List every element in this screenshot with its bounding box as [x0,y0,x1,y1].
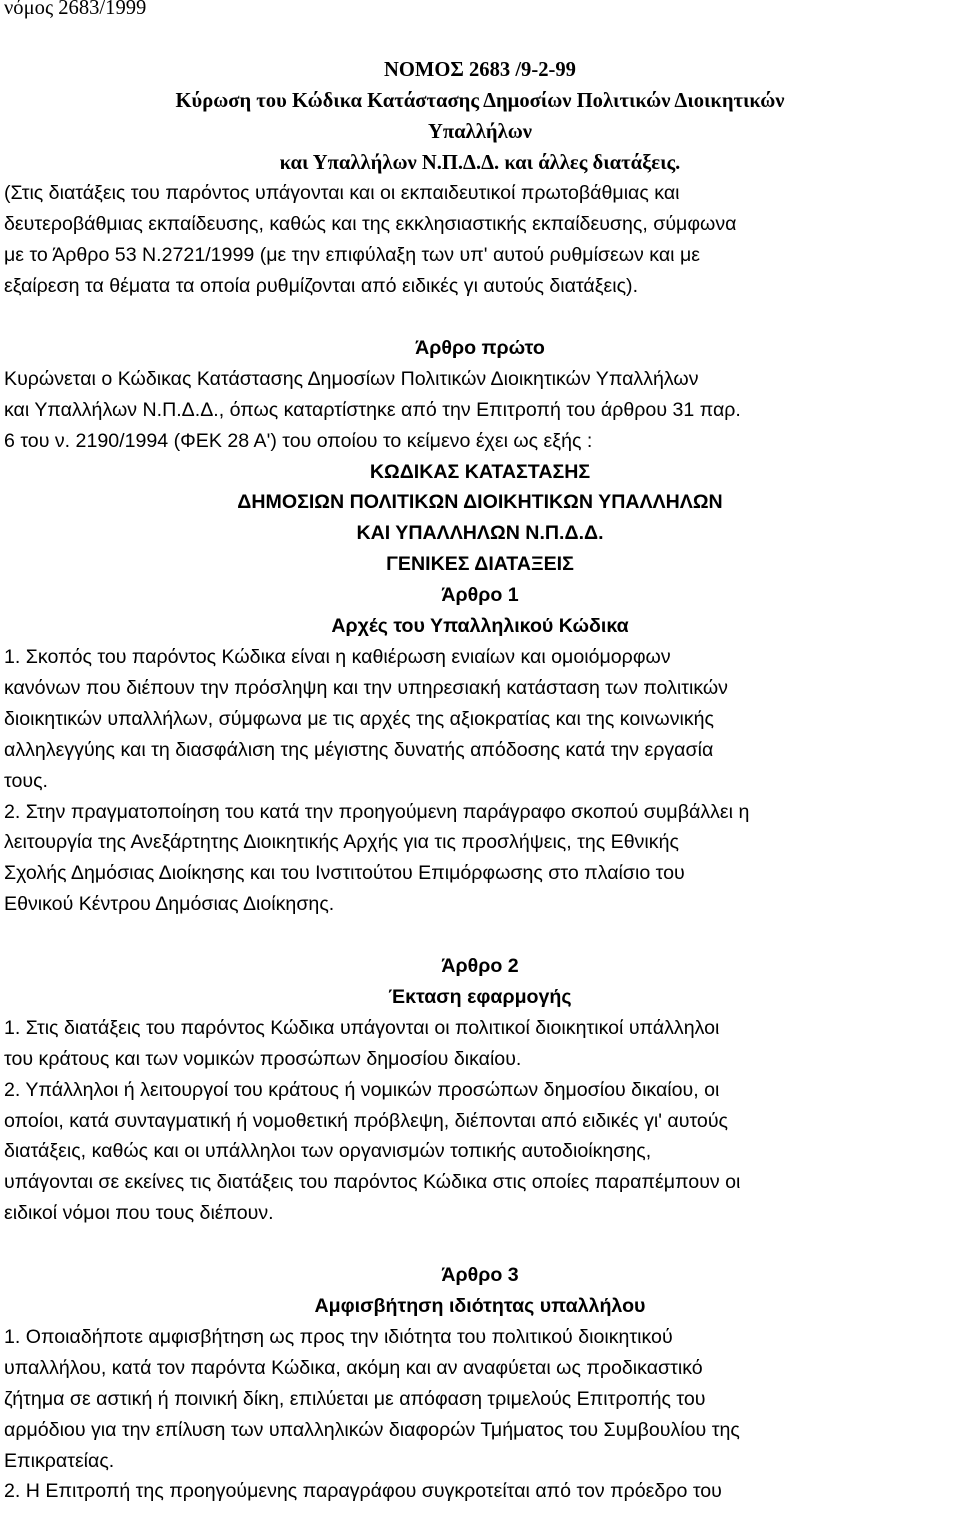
intro-line: με το Άρθρο 53 Ν.2721/1999 (με την επιφύλαξη των υπ' αυτού ρυθμίσεων και με [4,244,700,267]
article-line: ειδικοί νόμοι που τους διέπουν. [4,1202,274,1225]
article-title: Αρχές του Υπαλληλικού Κώδικα [331,615,629,638]
article-line: 1. Στις διατάξεις του παρόντος Κώδικα υπάγονται οι πολιτικοί διοικητικοί υπάλληλοι [4,1016,720,1039]
article-line: διατάξεις, καθώς και οι υπάλληλοι των οργανισμών τοπικής αυτοδιοίκησης, [4,1140,652,1163]
spacer [4,24,956,55]
section-title: ΓΕΝΙΚΕΣ ΔΙΑΤΑΞΕΙΣ [386,553,574,576]
code-title-line: ΚΑΙ ΥΠΑΛΛΗΛΩΝ Ν.Π.Δ.Δ. [356,522,604,545]
article-line: Επικρατείας. [4,1449,115,1472]
code-title-line: ΔΗΜΟΣΙΩΝ ΠΟΛΙΤΙΚΩΝ ΔΙΟΙΚΗΤΙΚΩΝ ΥΠΑΛΛΗΛΩΝ [237,491,723,514]
article-1 [4,580,956,920]
article-first-line: 6 του ν. 2190/1994 (ΦΕΚ 28 Α') του οποίου το κείμενο έχει ως εξής : [4,429,593,452]
intro-line: (Στις διατάξεις του παρόντος υπάγονται και οι εκπαιδευτικοί πρωτοβάθμιας και [4,182,680,205]
article-number: Άρθρο 1 [441,584,519,607]
law-number: ΝΟΜΟΣ 2683 /9-2-99 [384,58,576,81]
article-title: Έκταση εφαρμογής [388,985,572,1008]
article-first-line: και Υπαλλήλων Ν.Π.Δ.Δ., όπως καταρτίστηκε από την Επιτροπή του άρθρου 31 παρ. [4,398,741,421]
spacer [4,1229,956,1260]
article-line: διοικητικών υπαλλήλων, σύμφωνα με τις αρχές της αξιοκρατίας και της κοινωνικής [4,707,714,730]
article-number: Άρθρο 2 [441,955,519,978]
article-title: Αμφισβήτηση ιδιότητας υπαλλήλου [314,1295,646,1317]
article-3 [4,1260,956,1507]
code-title-line: ΚΩΔΙΚΑΣ ΚΑΤΑΣΤΑΣΗΣ [369,460,591,483]
article-line: 1. Οποιαδήποτε αμφισβήτηση ως προς την ιδιότητα του πολιτικού διοικητικού [4,1325,673,1348]
article-line: 2. Υπάλληλοι ή λειτουργοί του κράτους ή νομικών προσώπων δημοσίου δικαίου, οι [4,1078,720,1101]
article-2 [4,951,956,1229]
article-line: 2. Στην πραγματοποίηση του κατά την προηγούμενη παράγραφο σκοπού συμβάλλει η [4,800,750,823]
article-line: 2. Η Επιτροπή της προηγούμενης παραγράφου συγκροτείται από τον πρόεδρο του [4,1480,722,1503]
article-line: υπάγονται σε εκείνες τις διατάξεις του παρόντος Κώδικα στις οποίες παραπέμπουν οι [4,1171,741,1194]
article-line: του κράτους και των νομικών προσώπων δημοσίου δικαίου. [4,1047,522,1070]
article-line: κανόνων που διέπουν την πρόσληψη και την υπηρεσιακή κατάσταση των πολιτικών [4,676,728,699]
article-line: λειτουργία της Ανεξάρτητης Διοικητικής Αρχής για τις προσλήψεις, της Εθνικής [4,831,679,854]
article-line: 1. Σκοπός του παρόντος Κώδικα είναι η καθιέρωση ενιαίων και ομοιόμορφων [4,646,671,668]
law-title-line: Κύρωση του Κώδικα Κατάστασης Δημοσίων Πολιτικών Διοικητικών [175,89,785,112]
article-line: αλληλεγγύης και τη διασφάλιση της μέγιστης δυνατής απόδοσης κατά την εργασία [4,738,714,761]
article-line: αρμόδιου για την επίλυση των υπαλληλικών διαφορών Τμήματος του Συμβουλίου της [4,1418,740,1441]
article-first [4,333,956,457]
article-first-line: Κυρώνεται ο Κώδικας Κατάστασης Δημοσίων Πολιτικών Διοικητικών Υπαλλήλων [4,367,699,390]
spacer [4,920,956,951]
article-line: τους. [4,769,48,792]
article-line: υπαλλήλου, κατά τον παρόντα Κώδικα, ακόμη και αν αναφύεται ως προδικαστικό [4,1356,703,1379]
law-title-line: και Υπαλλήλων Ν.Π.Δ.Δ. και άλλες διατάξεις. [279,151,681,174]
article-first-heading: Άρθρο πρώτο [415,336,545,359]
code-title-block [4,457,956,581]
law-intro-paragraph [4,178,956,302]
article-line: οποίοι, κατά συνταγματική ή νομοθετική πρόβλεψη, διέπονται από ειδικές γι' αυτούς [4,1109,728,1132]
article-line: Εθνικού Κέντρου Δημόσιας Διοίκησης. [4,893,335,916]
intro-line: δευτεροβάθμιας εκπαίδευσης, καθώς και της εκκλησιαστικής εκπαίδευσης, σύμφωνα [4,213,737,236]
intro-line: εξαίρεση τα θέματα τα οποία ρυθμίζονται από ειδικές γι αυτούς διατάξεις). [4,275,639,298]
law-title-block [4,55,956,179]
article-line: Σχολής Δημόσιας Διοίκησης και του Ινστιτούτου Επιμόρφωσης στο πλαίσιο του [4,862,685,885]
article-line: ζήτημα σε αστική ή ποινική δίκη, επιλύεται με απόφαση τριμελούς Επιτροπής του [4,1387,706,1410]
spacer [4,302,956,333]
document-header-title: νόμος 2683/1999 [4,0,147,19]
law-title-line: Υπαλλήλων [428,120,532,143]
article-number: Άρθρο 3 [441,1264,519,1287]
